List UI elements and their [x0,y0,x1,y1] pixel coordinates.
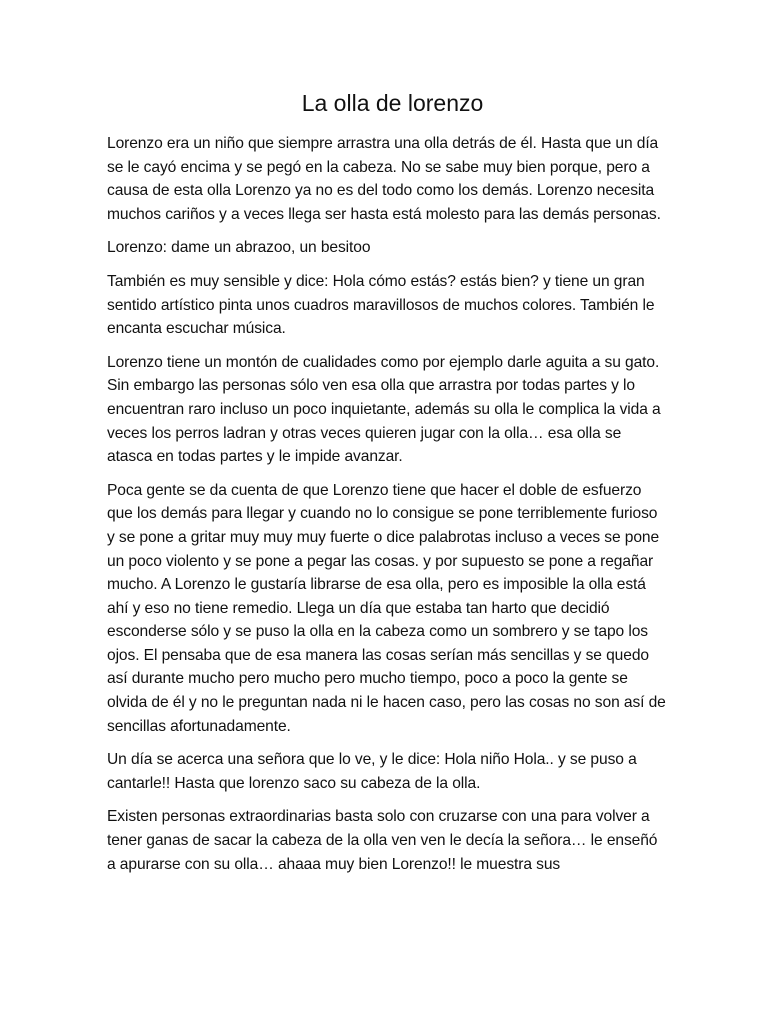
document-body [107,132,668,876]
paragraph-2: Lorenzo: dame un abrazoo, un besitoo [107,239,371,257]
paragraph-4: Lorenzo tiene un montón de cualidades como por ejemplo darle aguita a su gato. Sin embargo las personas sólo ven esa olla que arrastra por todas partes y lo encuentran raro incluso un poco inquietante, además su olla le complica la vida a veces los perros ladran y otras veces quieren jugar con la olla… esa olla se atasca en todas partes y le impide avanzar. [107,353,661,466]
paragraph-7: Existen personas extraordinarias basta solo con cruzarse con una para volver a tener ganas de sacar la cabeza de la olla ven ven le decía la señora… le enseñó a apurarse con su olla… ahaaa muy bien Lorenzo!! le muestra sus [107,808,658,873]
paragraph-1: Lorenzo era un niño que siempre arrastra una olla detrás de él. Hasta que un día se le cayó encima y se pegó en la cabeza. No se sabe muy bien porque, pero a causa de esta olla Lorenzo ya no es del todo como los demás. Lorenzo necesita muchos cariños y a veces llega ser hasta está molesto para las demás personas. [107,135,661,223]
paragraph-3: También es muy sensible y dice: Hola cómo estás? estás bien? y tiene un gran sentido artístico pinta unos cuadros maravillosos de muchos colores. También le encanta escuchar música. [107,272,655,338]
paragraph-6: Un día se acerca una señora que lo ve, y le dice: Hola niño Hola.. y se puso a cantarle!! Hasta que lorenzo saco su cabeza de la olla. [107,751,637,792]
paragraph-5: Poca gente se da cuenta de que Lorenzo tiene que hacer el doble de esfuerzo que los demás para llegar y cuando no lo consigue se pone terriblemente furioso y se pone a gritar muy muy muy fuerte o dice palabrotas incluso a veces se pone un poco violento y se pone a pegar las cosas. y por supuesto se pone a regañar mucho. A Lorenzo le gustaría librarse de esa olla, pero es imposible la olla está ahí y eso no tiene remedio. Llega un día que estaba tan harto que decidió esconderse sólo y se puso la olla en la cabeza como un sombrero y se tapo los ojos. El pensaba que de esa manera las cosas serían más sencillas y se quedo así durante mucho pero mucho pero mucho tiempo, poco a poco la gente se olvida de él y no le preguntan nada ni le hacen caso, pero las cosas no son así de sencillas afortunadamente. [107,481,666,735]
document-title: La olla de lorenzo [301,90,484,116]
